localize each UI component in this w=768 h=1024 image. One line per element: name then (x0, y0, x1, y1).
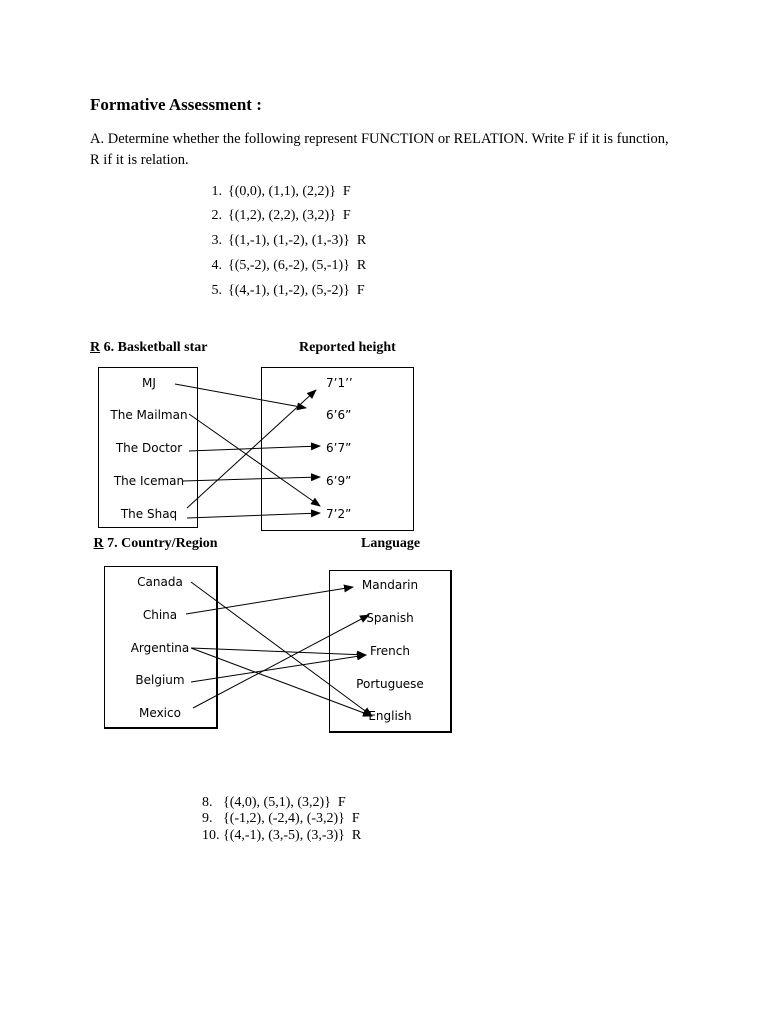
q6-range-item: 7’1’’ (326, 376, 353, 390)
q7-answer: R (93, 536, 104, 551)
q6-range-item: 6’9” (326, 474, 352, 488)
q6-range-item: 7’2” (326, 507, 352, 521)
list-item: 5. {(4,-1), (1,-2), (5,-2)} F (211, 283, 365, 298)
q6-domain-item: The Doctor (115, 441, 183, 455)
q6-answer: R (90, 340, 101, 355)
q6-range-item: 6’6” (326, 408, 352, 422)
list-item: 2. {(1,2), (2,2), (3,2)} F (211, 208, 351, 223)
q7-domain-item: Canada (137, 575, 183, 589)
q7-domain-item: China (142, 608, 178, 622)
q6-heading (90, 340, 207, 356)
q6-domain-item: The Mailman (110, 408, 188, 422)
q7-domain-item: Mexico (139, 706, 181, 720)
q7-range-item: French (370, 644, 410, 658)
q7-domain-item: Argentina (130, 641, 190, 655)
list-item: 4. {(5,-2), (6,-2), (5,-1)} R (211, 258, 367, 273)
q6-range-item: 6’7” (326, 441, 352, 455)
q6-domain-label: 6. Basketball star (100, 340, 208, 355)
list-item: 10. {(4,-1), (3,-5), (3,-3)} R (202, 828, 362, 843)
q6-domain-item: The Iceman (113, 474, 185, 488)
q7-domain-label: 7. Country/Region (103, 536, 218, 551)
q6-range-label: Reported height (299, 340, 396, 355)
list-item: 3. {(1,-1), (1,-2), (1,-3)} R (211, 233, 367, 248)
q7-domain-item: Belgium (135, 673, 185, 687)
q6-domain-item: MJ (142, 376, 156, 390)
q7-heading (90, 536, 218, 552)
q6-domain-item: The Shaq (120, 507, 178, 521)
q7-range-label: Language (361, 536, 421, 551)
list-item: 9. {(-1,2), (-2,4), (-3,2)} F (202, 811, 360, 826)
list-item: 8. {(4,0), (5,1), (3,2)} F (202, 795, 346, 810)
q7-range-item: Portuguese (356, 677, 424, 691)
list-item: 1. {(0,0), (1,1), (2,2)} F (211, 184, 351, 199)
q7-range-item: English (368, 709, 412, 723)
page-title: Formative Assessment : (90, 95, 262, 114)
instructions: A. Determine whether the following represent FUNCTION or RELATION. Write F if it is function, R if it is relation. (90, 131, 669, 168)
q7-range-item: Spanish (366, 611, 414, 625)
q7-range-item: Mandarin (361, 578, 419, 592)
